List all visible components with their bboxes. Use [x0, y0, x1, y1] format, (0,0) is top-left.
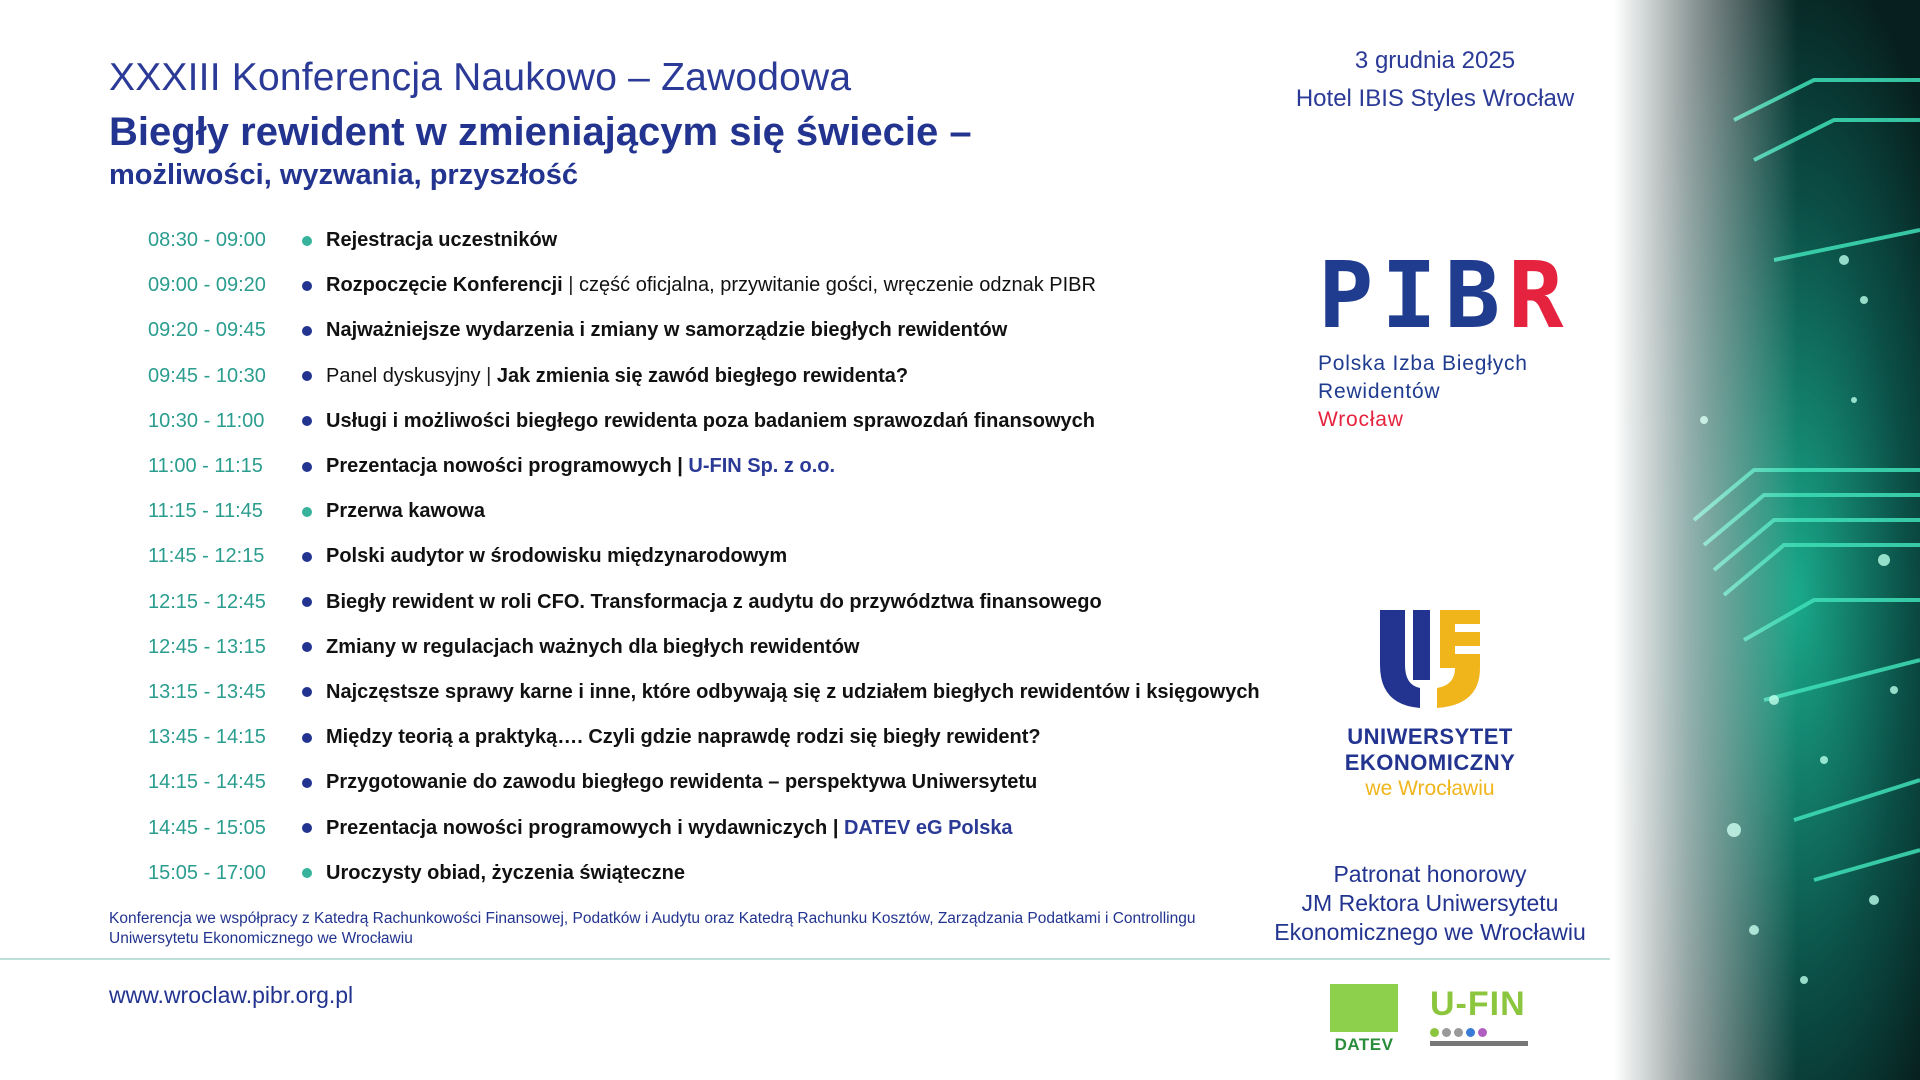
agenda-row — [148, 580, 1268, 625]
agenda-title: Między teorią a praktyką…. Czyli gdzie naprawdę rodzi się biegły rewident? — [326, 726, 1041, 749]
conference-title: XXXIII Konferencja Naukowo – Zawodowa — [109, 56, 852, 99]
pibr-city: Wrocław — [1318, 408, 1404, 431]
agenda-time: 14:45 - 15:05 — [148, 816, 266, 839]
agenda-lead: Panel dyskusyjny — [326, 364, 481, 387]
agenda-time: 09:20 - 09:45 — [148, 319, 266, 342]
bullet-icon — [302, 868, 312, 878]
website-link[interactable]: www.wroclaw.pibr.org.pl — [109, 982, 354, 1008]
bullet-icon — [302, 733, 312, 743]
event-info — [1295, 42, 1575, 118]
agenda-title: Uroczysty obiad, życzenia świąteczne — [326, 861, 686, 884]
main-title: Biegły rewident w zmieniającym się świecie – — [109, 110, 972, 154]
agenda-title: Biegły rewident w roli CFO. Transformacja z audytu do przywództwa finansowego — [326, 590, 1102, 613]
bullet-icon — [302, 597, 312, 607]
agenda-row — [148, 489, 1268, 534]
bullet-icon — [302, 462, 312, 472]
agenda-title: Prezentacja nowości programowych i wydawniczych | — [326, 816, 839, 839]
datev-logo-text: DATEV — [1334, 1035, 1394, 1054]
agenda-title: Jak zmienia się zawód biegłego rewidenta? — [496, 364, 909, 387]
agenda-title: Najczęstsze sprawy karne i inne, które odbywają się z udziałem biegłych rewidentów i księgowych — [326, 680, 1260, 703]
ufin-logo-badges — [1430, 1028, 1530, 1037]
university-city: we Wrocławiu — [1365, 777, 1495, 800]
bullet-icon — [302, 371, 312, 381]
agenda-row — [148, 851, 1268, 896]
bullet-icon — [302, 823, 312, 833]
agenda-row — [148, 534, 1268, 579]
agenda-row — [148, 760, 1268, 805]
bullet-icon — [302, 642, 312, 652]
agenda-time: 12:45 - 13:15 — [148, 635, 266, 658]
agenda-row — [148, 625, 1268, 670]
bullet-icon — [302, 416, 312, 426]
agenda-time: 09:00 - 09:20 — [148, 274, 266, 297]
datev-logo — [1330, 984, 1398, 1054]
agenda-time: 14:15 - 14:45 — [148, 771, 266, 794]
agenda-time: 11:00 - 11:15 — [148, 455, 263, 478]
pibr-logo-letters: PIBR — [1318, 242, 1572, 349]
agenda-time: 15:05 - 17:00 — [148, 861, 266, 884]
patronage-line2: JM Rektora Uniwersytetu — [1301, 890, 1559, 916]
bullet-icon — [302, 687, 312, 697]
bullet-icon — [302, 552, 312, 562]
bullet-icon — [302, 281, 312, 291]
agenda-time: 11:45 - 12:15 — [148, 545, 265, 568]
agenda-title: Polski audytor w środowisku międzynarodowym — [326, 545, 788, 568]
agenda-row — [148, 308, 1268, 353]
agenda-row — [148, 715, 1268, 760]
pibr-logo — [1318, 242, 1572, 434]
agenda-separator: | — [480, 364, 497, 387]
agenda-organization: DATEV eG Polska — [843, 816, 1013, 839]
agenda-time: 12:15 - 12:45 — [148, 590, 266, 613]
agenda-separator: | — [562, 274, 580, 297]
pibr-name-line2: Rewidentów — [1318, 380, 1441, 403]
agenda-row — [148, 354, 1268, 399]
honorary-patronage — [1260, 860, 1600, 947]
patronage-line1: Patronat honorowy — [1333, 861, 1527, 887]
agenda-row — [148, 670, 1268, 715]
agenda-title: Przerwa kawowa — [326, 500, 485, 523]
agenda-list — [148, 218, 1268, 896]
agenda-row — [148, 444, 1268, 489]
university-name-line1: UNIWERSYTET — [1347, 724, 1513, 749]
agenda-title: Rozpoczęcie Konferencji — [326, 274, 563, 297]
bullet-icon — [302, 326, 312, 336]
ufin-logo-text: U-FIN — [1430, 985, 1526, 1023]
university-logo — [1330, 610, 1530, 802]
university-name-line2: EKONOMICZNY — [1344, 750, 1516, 775]
bullet-icon — [302, 507, 312, 517]
cooperation-note: Konferencja we współpracy z Katedrą Rachunkowości Finansowej, Podatków i Audytu oraz Katedrą Rachunku Kosztów, Zarządzania Podatkami i Controllingu Uniwersytetu Ekonomicznego we Wrocławiu — [109, 910, 1196, 947]
circuit-background-image — [1614, 0, 1920, 1080]
university-emblem-icon — [1375, 610, 1485, 710]
pibr-name-line1: Polska Izba Biegłych — [1318, 352, 1528, 375]
agenda-detail: część oficjalna, przywitanie gości, wręczenie odznak PIBR — [579, 274, 1096, 297]
agenda-title: Przygotowanie do zawodu biegłego rewidenta – perspektywa Uniwersytetu — [326, 771, 1038, 794]
agenda-row — [148, 218, 1268, 263]
agenda-time: 11:15 - 11:45 — [148, 500, 263, 523]
ufin-logo — [1430, 986, 1530, 1046]
event-venue: Hotel IBIS Styles Wrocław — [1295, 85, 1575, 112]
agenda-time: 10:30 - 11:00 — [148, 409, 265, 432]
agenda-organization: U-FIN Sp. z o.o. — [688, 455, 836, 478]
agenda-time: 09:45 - 10:30 — [148, 364, 266, 387]
patronage-line3: Ekonomicznego we Wrocławiu — [1274, 919, 1586, 945]
bullet-icon — [302, 236, 312, 246]
datev-logo-square — [1330, 984, 1398, 1032]
agenda-row — [148, 805, 1268, 850]
agenda-time: 13:45 - 14:15 — [148, 726, 266, 749]
agenda-row — [148, 399, 1268, 444]
agenda-time: 13:15 - 13:45 — [148, 680, 266, 703]
agenda-row — [148, 263, 1268, 308]
bullet-icon — [302, 778, 312, 788]
agenda-title: Najważniejsze wydarzenia i zmiany w samorządzie biegłych rewidentów — [326, 319, 1008, 342]
ufin-logo-bar — [1430, 1041, 1528, 1046]
agenda-title: Prezentacja nowości programowych | — [326, 455, 683, 478]
event-date: 3 grudnia 2025 — [1354, 47, 1516, 74]
agenda-title: Zmiany w regulacjach ważnych dla biegłych rewidentów — [326, 635, 860, 658]
agenda-time: 08:30 - 09:00 — [148, 229, 266, 252]
agenda-title: Rejestracja uczestników — [326, 229, 558, 252]
agenda-title: Usługi i możliwości biegłego rewidenta poza badaniem sprawozdań finansowych — [326, 409, 1096, 432]
subtitle: możliwości, wyzwania, przyszłość — [109, 159, 578, 191]
footer-divider — [0, 958, 1610, 960]
